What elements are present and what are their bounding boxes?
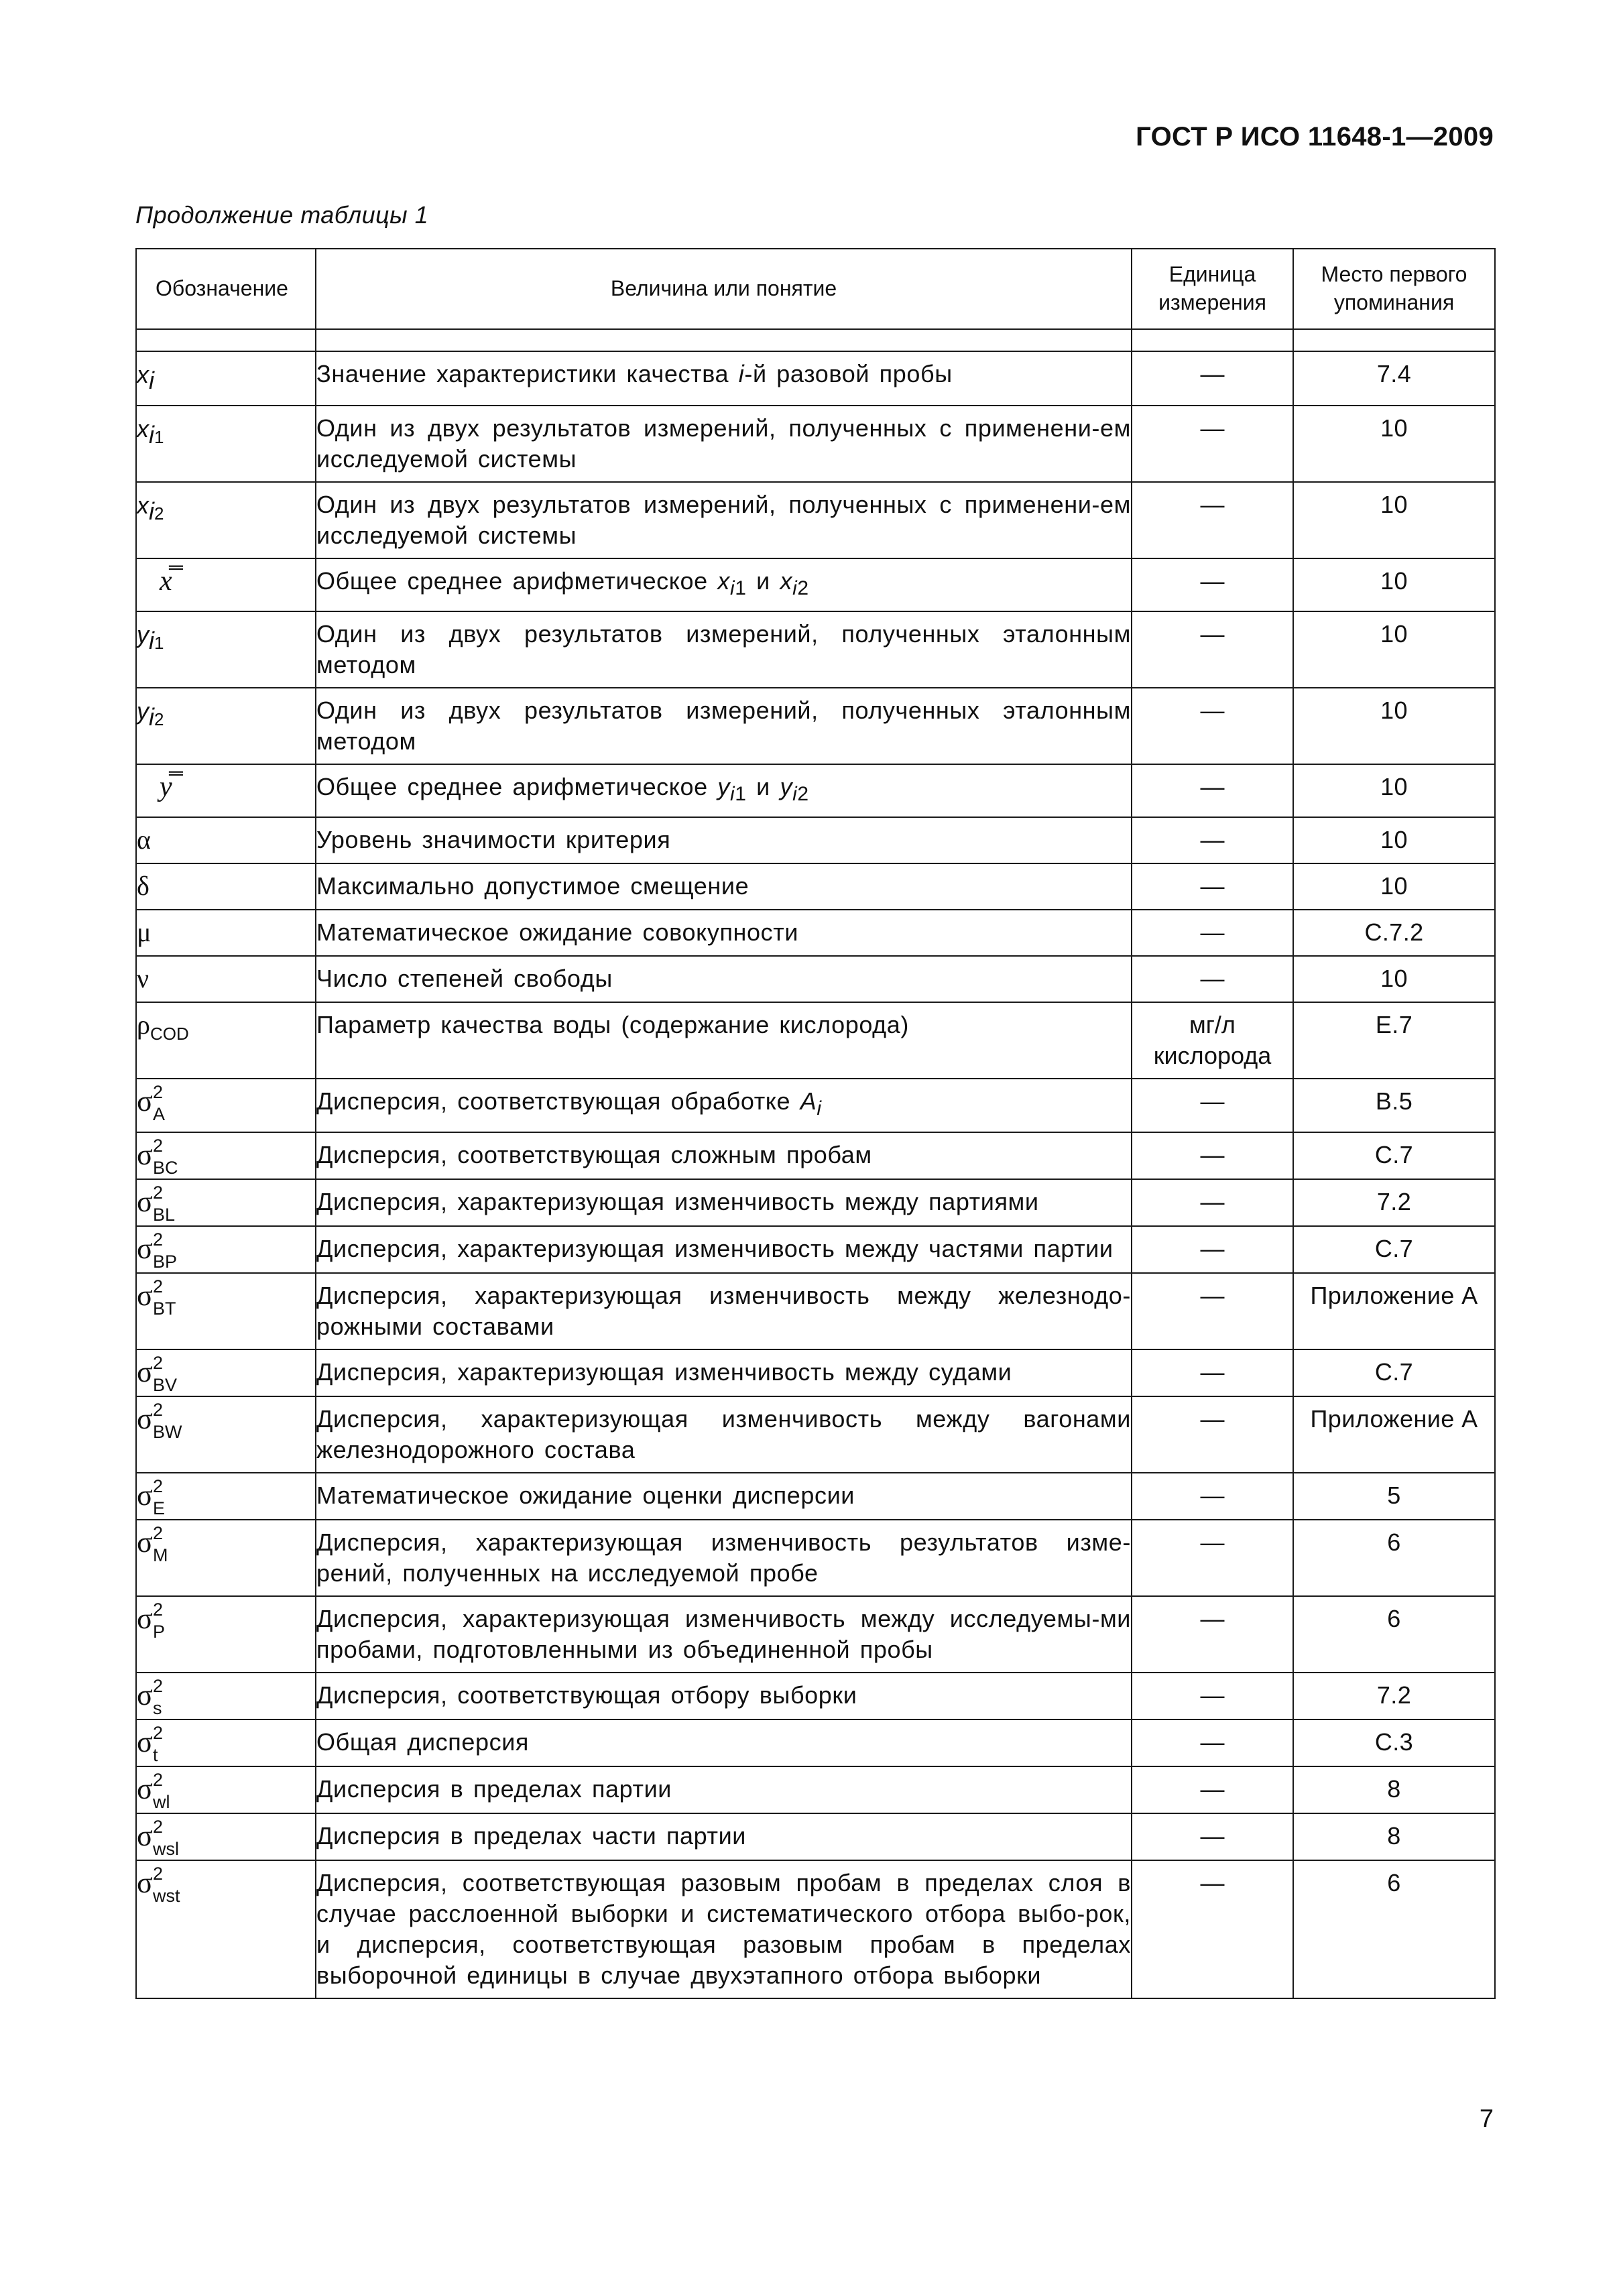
table-row — [136, 406, 1495, 482]
first-mention-cell: 10 — [1293, 406, 1495, 482]
table-row — [136, 611, 1495, 688]
table-row — [136, 1226, 1495, 1273]
description-cell: Общая дисперсия — [316, 1719, 1132, 1766]
unit-cell: — — [1132, 1473, 1293, 1520]
first-mention-cell: 7.2 — [1293, 1673, 1495, 1719]
unit-cell: — — [1132, 863, 1293, 910]
description-cell: Один из двух результатов измерений, полученных с применени-ем исследуемой системы — [316, 482, 1132, 558]
first-mention-cell: 8 — [1293, 1813, 1495, 1860]
symbol-cell: σ 2 M — [136, 1520, 316, 1596]
table-row — [136, 1179, 1495, 1226]
table-row — [136, 910, 1495, 956]
table-row — [136, 1596, 1495, 1673]
symbol-cell: $x_i$ — [136, 351, 316, 406]
table-row — [136, 863, 1495, 910]
first-mention-cell: 5 — [1293, 1473, 1495, 1520]
page-number: 7 — [1479, 2105, 1494, 2133]
table-row — [136, 351, 1495, 406]
unit-cell: — — [1132, 1673, 1293, 1719]
table-row — [136, 1813, 1495, 1860]
table-row — [136, 764, 1495, 817]
description-cell: Математическое ожидание совокупности — [316, 910, 1132, 956]
table-row — [136, 817, 1495, 863]
unit-cell: — — [1132, 1719, 1293, 1766]
unit-cell: — — [1132, 764, 1293, 817]
header-first-mention: Место первого упоминания — [1293, 249, 1495, 329]
unit-cell: — — [1132, 1179, 1293, 1226]
description-cell: Дисперсия, характеризующая изменчивость между исследуемы-ми пробами, подготовленными из объединенной пробы — [316, 1596, 1132, 1673]
first-mention-cell: B.5 — [1293, 1079, 1495, 1132]
description-cell: Значение характеристики качества i-й разовой пробы — [316, 351, 1132, 406]
table-header-row — [136, 249, 1495, 329]
symbol-cell: $y_{i1}$ — [136, 611, 316, 688]
table-row — [136, 1002, 1495, 1079]
symbol-cell: σ 2 t — [136, 1719, 316, 1766]
description-cell: Дисперсия в пределах части партии — [316, 1813, 1132, 1860]
first-mention-cell: C.3 — [1293, 1719, 1495, 1766]
first-mention-cell: 10 — [1293, 956, 1495, 1002]
table-row — [136, 956, 1495, 1002]
first-mention-cell: 10 — [1293, 817, 1495, 863]
first-mention-cell: 6 — [1293, 1596, 1495, 1673]
description-cell: Дисперсия, характеризующая изменчивость результатов изме-рений, полученных на исследуемой пробе — [316, 1520, 1132, 1596]
symbol-cell: σ 2 BW — [136, 1396, 316, 1473]
symbol-cell: ν — [136, 956, 316, 1002]
unit-cell: — — [1132, 1226, 1293, 1273]
table-row — [136, 1673, 1495, 1719]
table-row — [136, 1473, 1495, 1520]
description-cell: Дисперсия, характеризующая изменчивость между частями партии — [316, 1226, 1132, 1273]
table-row — [136, 1860, 1495, 1998]
table-row — [136, 1079, 1495, 1132]
symbol-cell: σ 2 E — [136, 1473, 316, 1520]
first-mention-cell: 10 — [1293, 863, 1495, 910]
symbols-table — [135, 248, 1496, 1999]
symbol-cell: α — [136, 817, 316, 863]
table-row — [136, 1132, 1495, 1179]
description-cell: Уровень значимости критерия — [316, 817, 1132, 863]
description-cell: Один из двух результатов измерений, полученных с применени-ем исследуемой системы — [316, 406, 1132, 482]
first-mention-cell: 7.4 — [1293, 351, 1495, 406]
unit-cell: — — [1132, 1596, 1293, 1673]
unit-cell: — — [1132, 1273, 1293, 1349]
unit-cell: — — [1132, 351, 1293, 406]
symbol-cell: σ 2 P — [136, 1596, 316, 1673]
symbol-cell: $y_{i2}$ — [136, 688, 316, 764]
description-cell: Параметр качества воды (содержание кислорода) — [316, 1002, 1132, 1079]
description-cell: Число степеней свободы — [316, 956, 1132, 1002]
symbol-cell: μ — [136, 910, 316, 956]
description-cell: Дисперсия, соответствующая сложным пробам — [316, 1132, 1132, 1179]
unit-cell: — — [1132, 1860, 1293, 1998]
first-mention-cell: 8 — [1293, 1766, 1495, 1813]
description-cell: Дисперсия, соответствующая разовым пробам в пределах слоя в случае расслоенной выборки и систематического отбора выбо-рок, и дисперсия, соответствующая разовым пробам в пределах выборочной единицы в случае двухэтапного отбора выборки — [316, 1860, 1132, 1998]
description-cell: Дисперсия, характеризующая изменчивость между партиями — [316, 1179, 1132, 1226]
table-row — [136, 1396, 1495, 1473]
unit-cell: — — [1132, 1079, 1293, 1132]
unit-cell: — — [1132, 688, 1293, 764]
header-spacer-row — [136, 329, 1495, 351]
table-row — [136, 1273, 1495, 1349]
unit-cell: — — [1132, 406, 1293, 482]
first-mention-cell: E.7 — [1293, 1002, 1495, 1079]
symbol-cell: σ 2 wl — [136, 1766, 316, 1813]
symbol-cell: σ 2 wst — [136, 1860, 316, 1998]
symbol-cell: σ 2 BL — [136, 1179, 316, 1226]
description-cell: Дисперсия, характеризующая изменчивость между судами — [316, 1349, 1132, 1396]
description-cell: Дисперсия, соответствующая обработке $A_i$ — [316, 1079, 1132, 1132]
first-mention-cell: 6 — [1293, 1860, 1495, 1998]
description-cell: Общее среднее арифметическое $x_{i1}$ и $x_{i2}$ — [316, 558, 1132, 611]
header-symbol: Обозначение — [136, 249, 316, 329]
first-mention-cell: 10 — [1293, 482, 1495, 558]
unit-cell: — — [1132, 482, 1293, 558]
table-row — [136, 1349, 1495, 1396]
first-mention-cell: 10 — [1293, 688, 1495, 764]
first-mention-cell: Приложение А — [1293, 1396, 1495, 1473]
table-row — [136, 1520, 1495, 1596]
first-mention-cell: 7.2 — [1293, 1179, 1495, 1226]
description-cell: Общее среднее арифметическое $y_{i1}$ и $y_{i2}$ — [316, 764, 1132, 817]
table-row — [136, 1766, 1495, 1813]
description-cell: Дисперсия, характеризующая изменчивость между вагонами железнодорожного состава — [316, 1396, 1132, 1473]
unit-cell: — — [1132, 558, 1293, 611]
unit-cell: — — [1132, 956, 1293, 1002]
unit-cell: — — [1132, 1396, 1293, 1473]
symbol-cell: $\rho_{COD}$ — [136, 1002, 316, 1079]
document-code: ГОСТ Р ИСО 11648-1—2009 — [1136, 122, 1494, 152]
first-mention-cell: C.7 — [1293, 1132, 1495, 1179]
table-body — [136, 329, 1495, 1998]
symbol-cell: σ 2 BV — [136, 1349, 316, 1396]
first-mention-cell: 10 — [1293, 611, 1495, 688]
header-quantity: Величина или понятие — [316, 249, 1132, 329]
table-caption: Продолжение таблицы 1 — [135, 201, 429, 229]
description-cell: Один из двух результатов измерений, полученных эталонным методом — [316, 611, 1132, 688]
unit-cell: — — [1132, 1813, 1293, 1860]
table-row — [136, 558, 1495, 611]
unit-cell: — — [1132, 1349, 1293, 1396]
description-cell: Один из двух результатов измерений, полученных эталонным методом — [316, 688, 1132, 764]
description-cell: Математическое ожидание оценки дисперсии — [316, 1473, 1132, 1520]
symbol-cell: σ 2 BT — [136, 1273, 316, 1349]
description-cell: Дисперсия в пределах партии — [316, 1766, 1132, 1813]
unit-cell: — — [1132, 817, 1293, 863]
first-mention-cell: C.7.2 — [1293, 910, 1495, 956]
unit-cell: — — [1132, 1766, 1293, 1813]
first-mention-cell: 10 — [1293, 764, 1495, 817]
description-cell: Максимально допустимое смещение — [316, 863, 1132, 910]
first-mention-cell: C.7 — [1293, 1226, 1495, 1273]
symbol-cell: σ 2 s — [136, 1673, 316, 1719]
symbol-cell: σ 2 wsl — [136, 1813, 316, 1860]
symbol-cell: δ — [136, 863, 316, 910]
first-mention-cell: 6 — [1293, 1520, 1495, 1596]
table-row — [136, 688, 1495, 764]
table-row — [136, 482, 1495, 558]
unit-cell: — — [1132, 1132, 1293, 1179]
description-cell: Дисперсия, соответствующая отбору выборки — [316, 1673, 1132, 1719]
unit-cell: — — [1132, 910, 1293, 956]
unit-cell: — — [1132, 611, 1293, 688]
first-mention-cell: 10 — [1293, 558, 1495, 611]
symbol-cell: σ 2 A — [136, 1079, 316, 1132]
symbol-cell: σ 2 BC — [136, 1132, 316, 1179]
symbol-cell: y̿ — [136, 764, 316, 817]
first-mention-cell: Приложение А — [1293, 1273, 1495, 1349]
symbol-cell: $x_{i1}$ — [136, 406, 316, 482]
unit-cell: мг/л кислорода — [1132, 1002, 1293, 1079]
unit-cell: — — [1132, 1520, 1293, 1596]
symbol-cell: $x_{i2}$ — [136, 482, 316, 558]
symbol-cell: σ 2 BP — [136, 1226, 316, 1273]
first-mention-cell: C.7 — [1293, 1349, 1495, 1396]
header-unit: Единица измерения — [1132, 249, 1293, 329]
description-cell: Дисперсия, характеризующая изменчивость между железнодо-рожными составами — [316, 1273, 1132, 1349]
table-row — [136, 1719, 1495, 1766]
symbol-cell: x̿ — [136, 558, 316, 611]
